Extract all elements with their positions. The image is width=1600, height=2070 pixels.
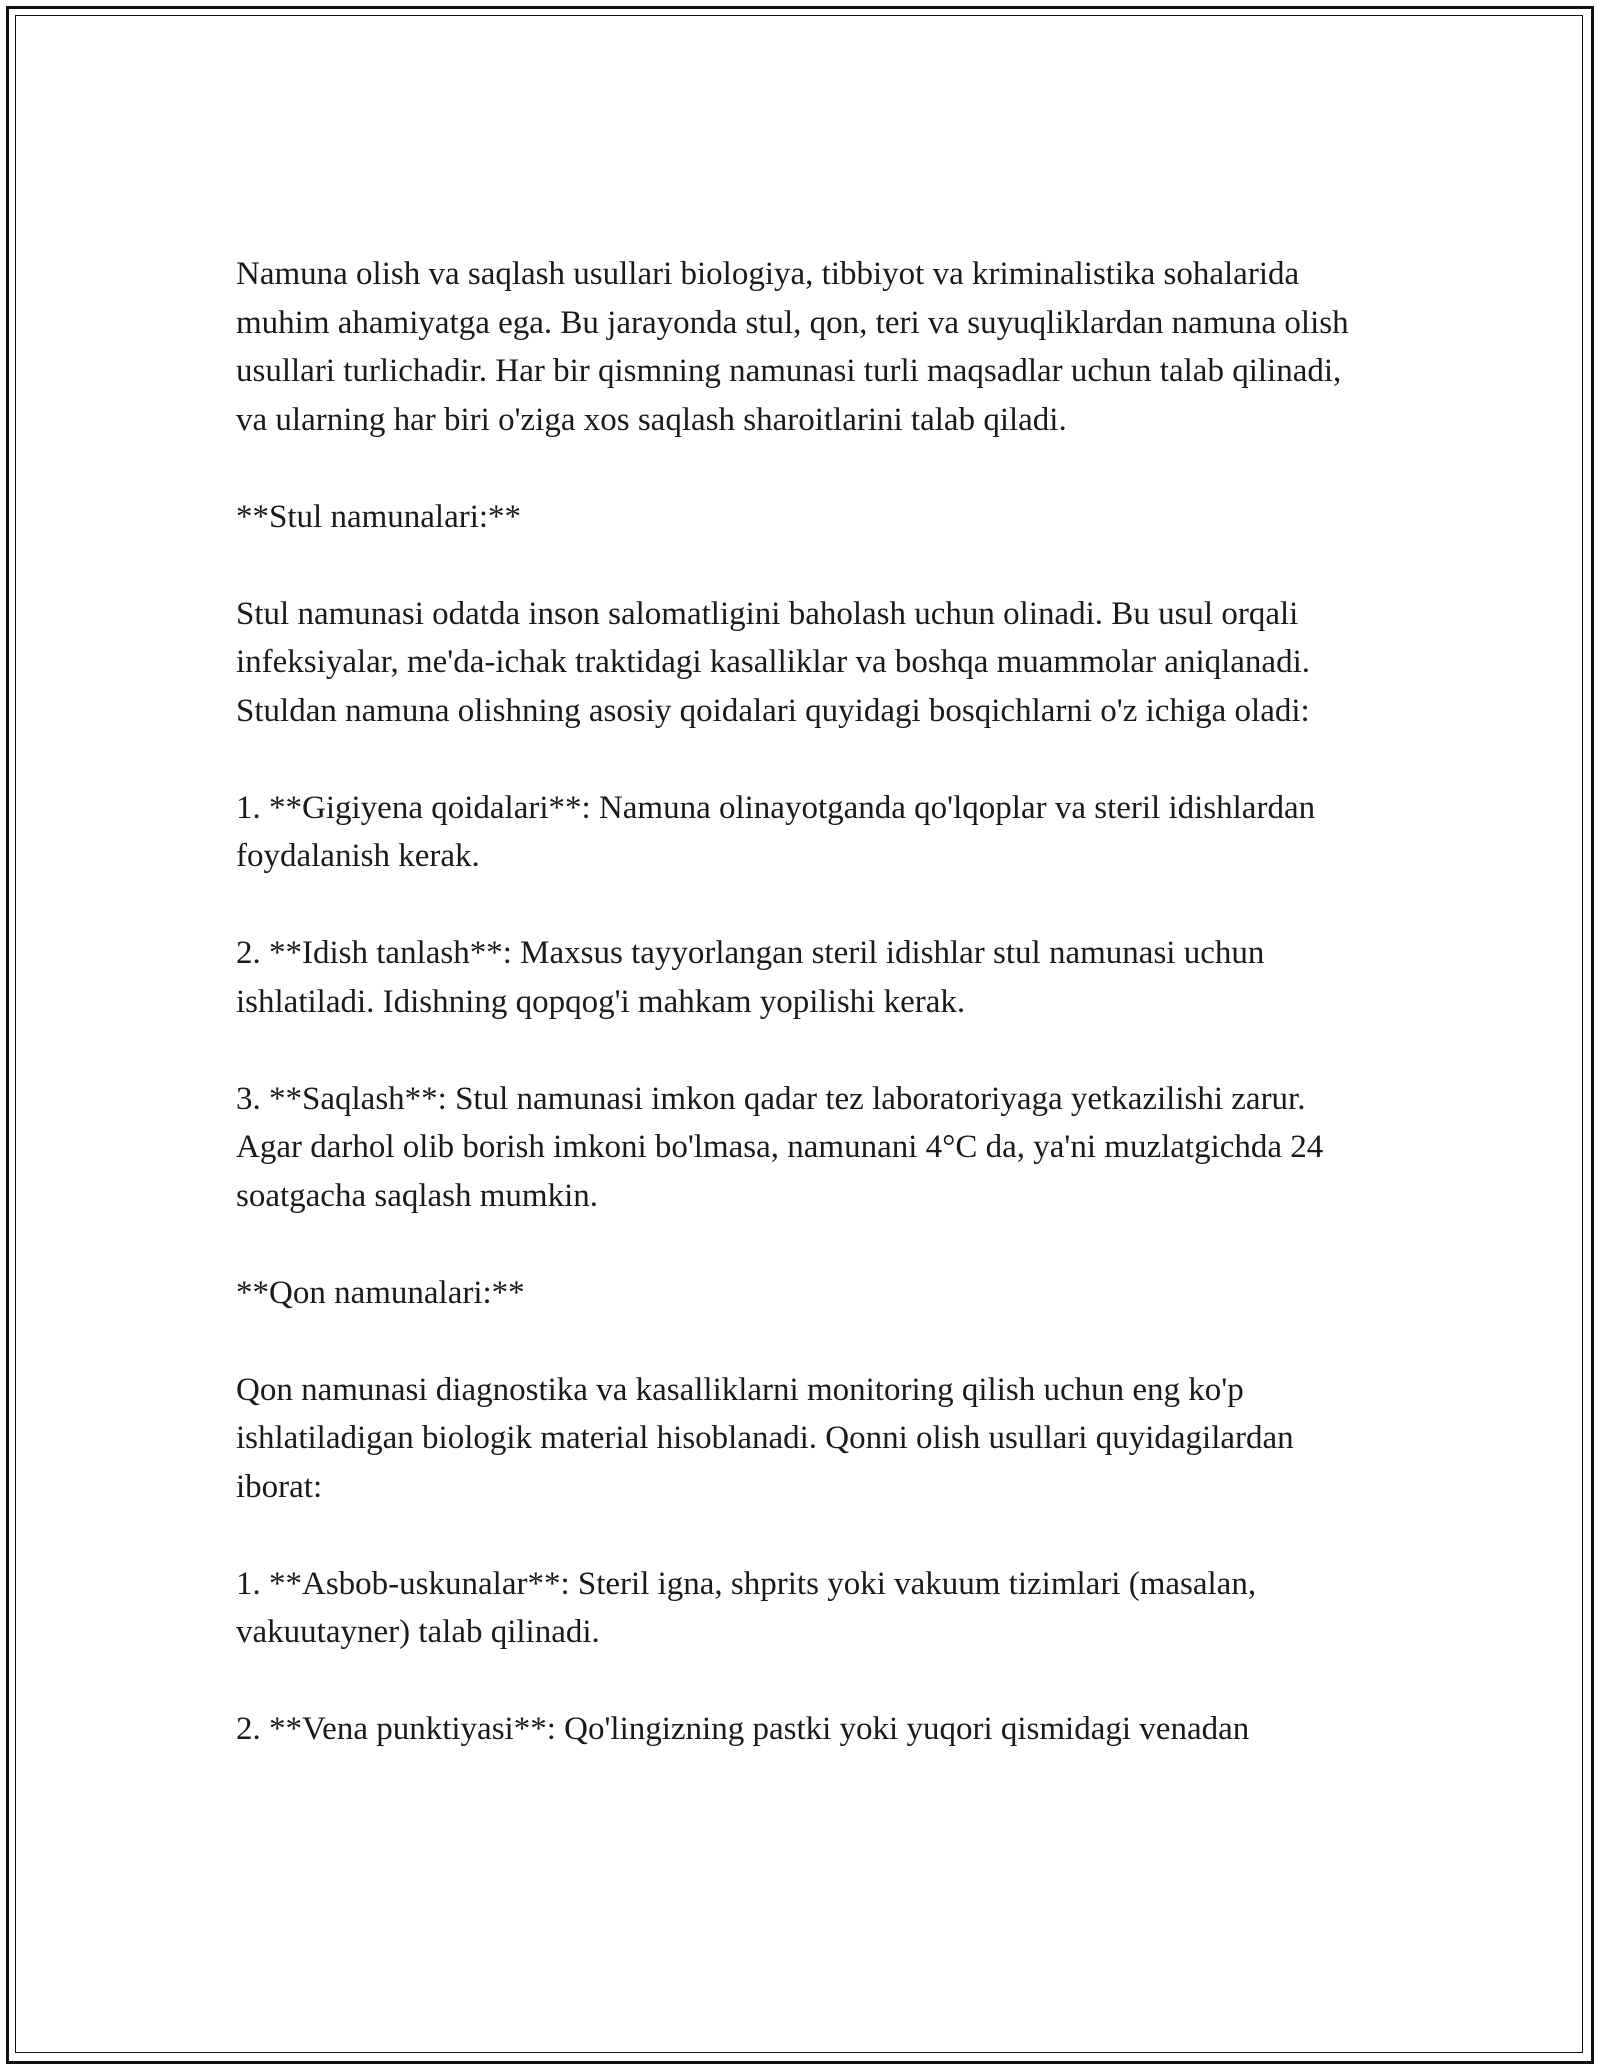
section-heading-qon: **Qon namunalari:** — [236, 1274, 525, 1311]
document-body — [236, 250, 1371, 1754]
qon-step-2: 2. **Vena punktiyasi**: Qo'lingizning pastki yoki yuqori qismidagi venadan — [236, 1711, 1250, 1747]
intro-paragraph: Namuna olish va saqlash usullari biologiya, tibbiyot va kriminalistika sohalarida muhim ahamiyatga ega. Bu jarayonda stul, qon, teri va suyuqliklardan namuna olish usullari turlichadir. Har bir qismning namunasi turli maqsadlar uchun talab qilinadi, va ularning har biri o'ziga xos saqlash sharoitlarini talab qiladi. — [236, 256, 1349, 438]
stul-step-2: 2. **Idish tanlash**: Maxsus tayyorlangan steril idishlar stul namunasi uchun ishlatiladi. Idishning qopqog'i mahkam yopilishi kerak. — [236, 935, 1265, 1020]
stul-step-3: 3. **Saqlash**: Stul namunasi imkon qadar tez laboratoriyaga yetkazilishi zarur. Agar darhol olib borish imkoni bo'lmasa, namunani 4°C da, ya'ni muzlatgichda 24 soatgacha saqlash mumkin. — [236, 1080, 1324, 1214]
stul-step-1: 1. **Gigiyena qoidalari**: Namuna olinayotganda qo'lqoplar va steril idishlardan foydalanish kerak. — [236, 789, 1316, 874]
qon-step-1: 1. **Asbob-uskunalar**: Steril igna, shprits yoki vakuum tizimlari (masalan, vakuutayner) talab qilinadi. — [236, 1565, 1257, 1650]
qon-intro-paragraph: Qon namunasi diagnostika va kasalliklarni monitoring qilish uchun eng ko'p ishlatiladigan biologik material hisoblanadi. Qonni olish usullari quyidagilardan iborat: — [236, 1371, 1294, 1505]
stul-intro-paragraph: Stul namunasi odatda inson salomatligini baholash uchun olinadi. Bu usul orqali infeksiyalar, me'da-ichak traktidagi kasalliklar va boshqa muammolar aniqlanadi. Stuldan namuna olishning asosiy qoidalari quyidagi bosqichlarni o'z ichiga oladi: — [236, 595, 1310, 729]
section-heading-stul: **Stul namunalari:** — [236, 498, 522, 535]
